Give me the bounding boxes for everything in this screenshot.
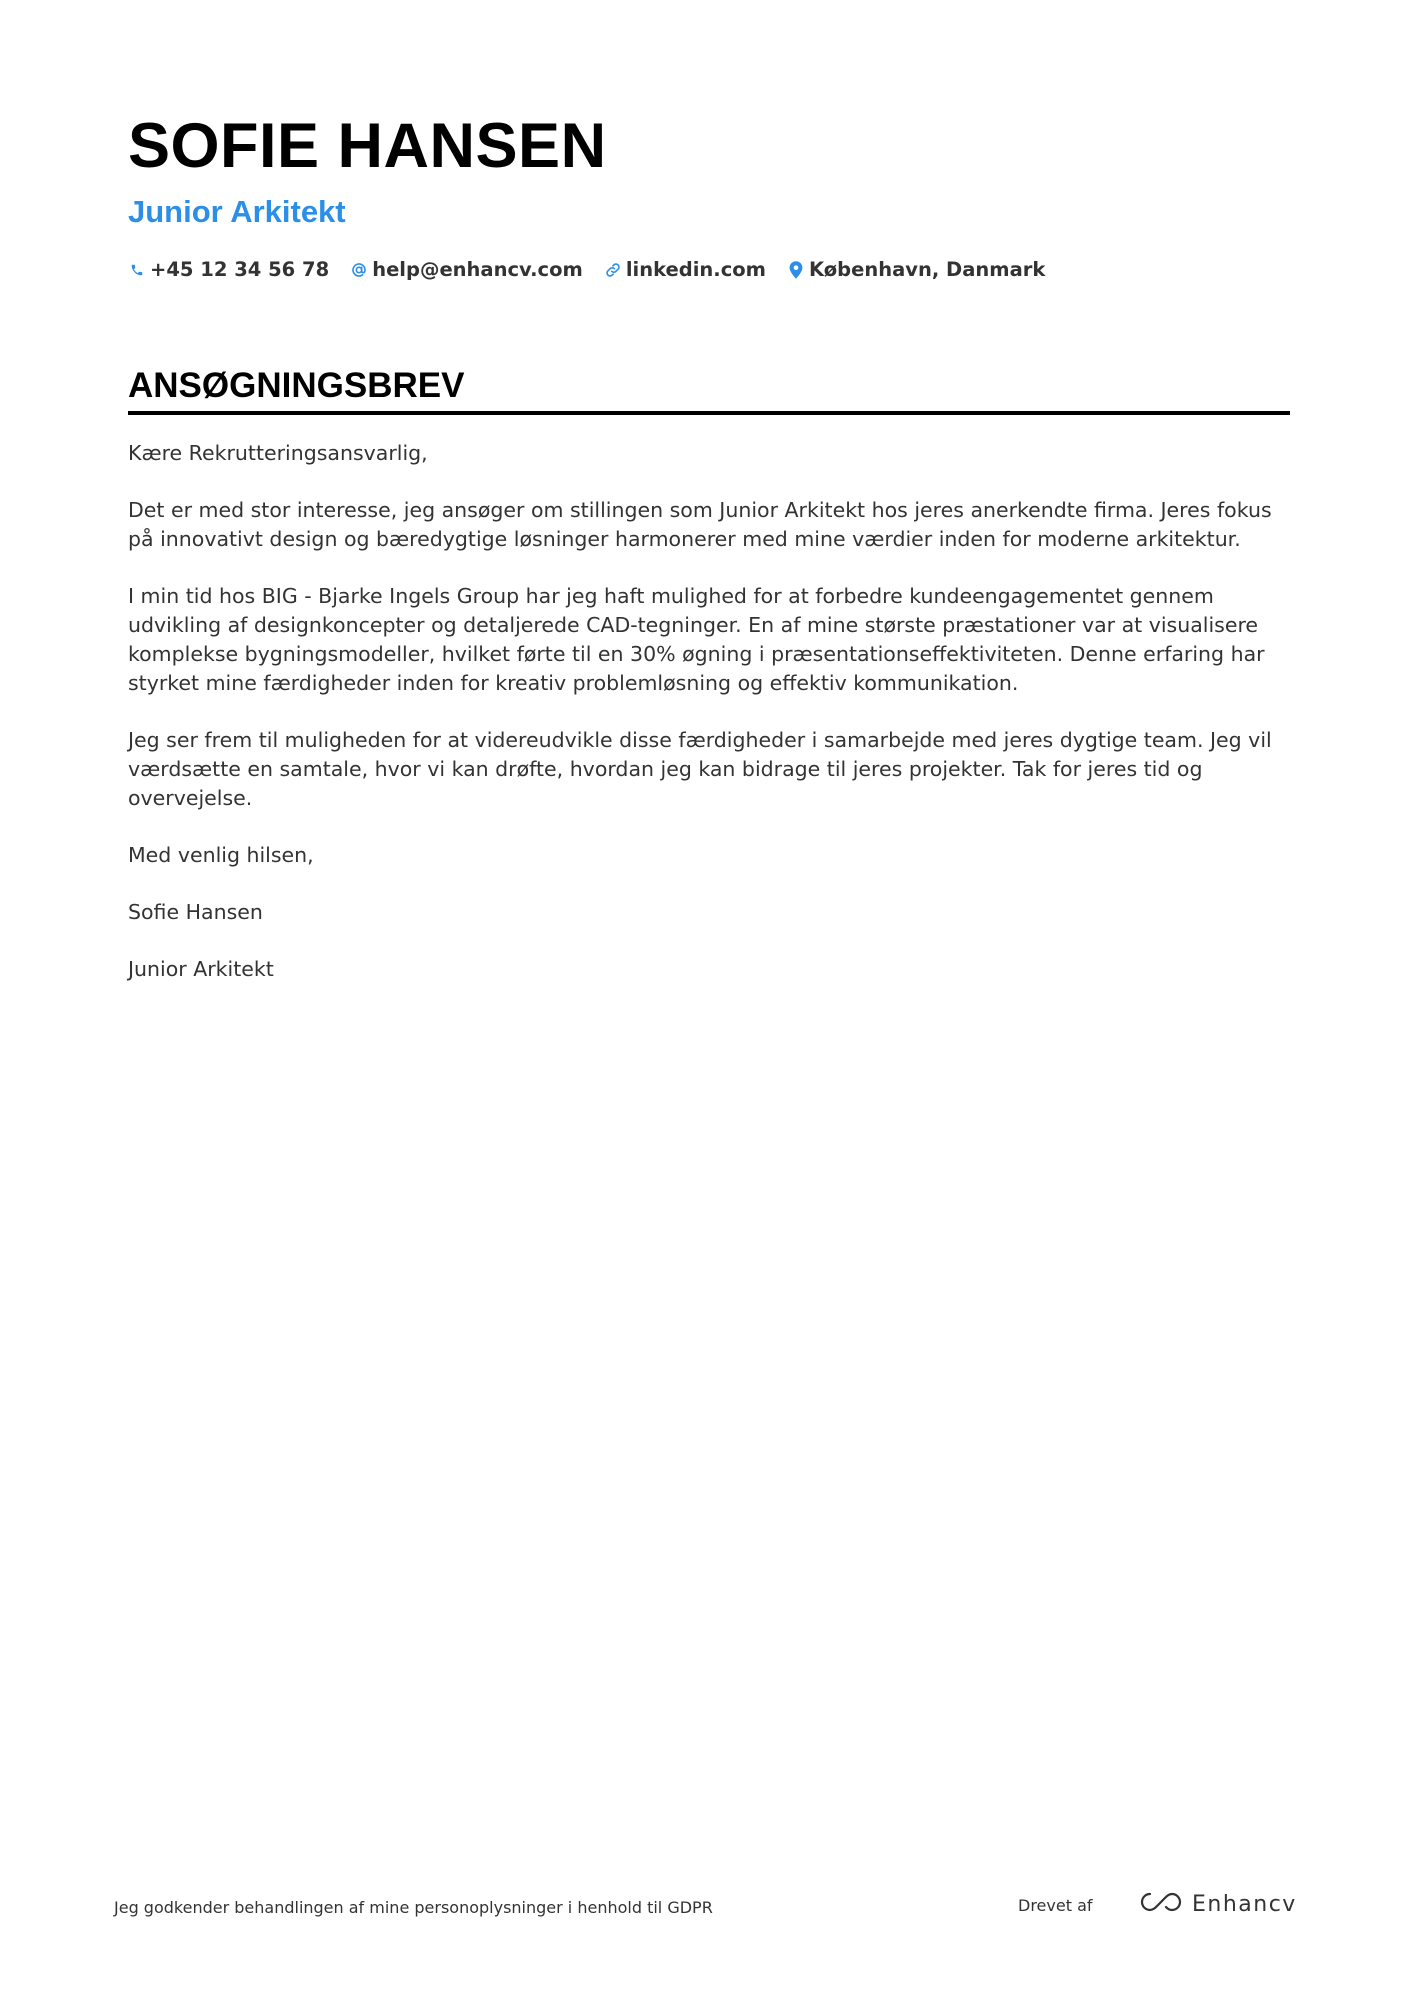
job-title: Junior Arkitekt [128, 194, 346, 229]
contact-phone [128, 258, 329, 281]
contact-linkedin-text: linkedin.com [625, 258, 766, 281]
section-divider [128, 411, 1290, 415]
brand-name: Enhancv [1192, 1891, 1297, 1917]
contact-email-text: help@enhancv.com [372, 258, 583, 281]
link-icon [604, 260, 622, 280]
footer [114, 1890, 1297, 1920]
candidate-name: SOFIE HANSEN [128, 111, 607, 181]
contact-bar [128, 258, 1288, 281]
contact-location-text: København, Danmark [808, 258, 1046, 281]
gdpr-consent-text: Jeg godkender behandlingen af mine personoplysninger i henhold til GDPR [114, 1898, 713, 1917]
letter-body [128, 439, 1290, 984]
salutation: Kære Rekrutteringsansvarlig, [128, 441, 428, 465]
enhancv-logo[interactable] [1138, 1890, 1297, 1918]
section-title: ANSØGNINGSBREV [128, 366, 465, 405]
letter-paragraph-1: Det er med stor interesse, jeg ansøger om stillingen som Junior Arkitekt hos jeres anerkendte firma. Jeres fokus på innovativt design og bæredygtige løsninger harmonerer med mine værdier inden for moderne arkitektur. [128, 498, 1272, 551]
closing: Med venlig hilsen, [128, 843, 314, 867]
contact-email[interactable] [350, 258, 583, 281]
letter-paragraph-3: Jeg ser frem til muligheden for at videreudvikle disse færdigheder i samarbejde med jeres dygtige team. Jeg vil værdsætte en samtale, hvor vi kan drøfte, hvordan jeg kan bidrage til jeres projekter. Tak for jeres tid og overvejelse. [128, 728, 1272, 810]
phone-icon [128, 260, 146, 280]
at-icon [350, 260, 368, 280]
contact-phone-text: +45 12 34 56 78 [150, 258, 330, 281]
location-pin-icon [787, 260, 805, 280]
powered-by-label: Drevet af [1018, 1896, 1093, 1915]
signature-name: Sofie Hansen [128, 900, 263, 924]
signature-title: Junior Arkitekt [128, 957, 274, 981]
letter-paragraph-2: I min tid hos BIG - Bjarke Ingels Group har jeg haft mulighed for at forbedre kundeengagementet gennem udvikling af designkoncepter og detaljerede CAD-tegninger. En af mine største præstationer var at visualisere komplekse bygningsmodeller, hvilket førte til en 30% øgning i præsentationseffektiviteten. Denne erfaring har styrket mine færdigheder inden for kreativ problemløsning og effektiv kommunikation. [128, 584, 1265, 695]
contact-location [787, 258, 1045, 281]
enhancv-infinity-icon [1138, 1890, 1184, 1918]
header [128, 108, 1288, 281]
letter-section [128, 364, 1290, 1012]
contact-linkedin[interactable] [604, 258, 766, 281]
